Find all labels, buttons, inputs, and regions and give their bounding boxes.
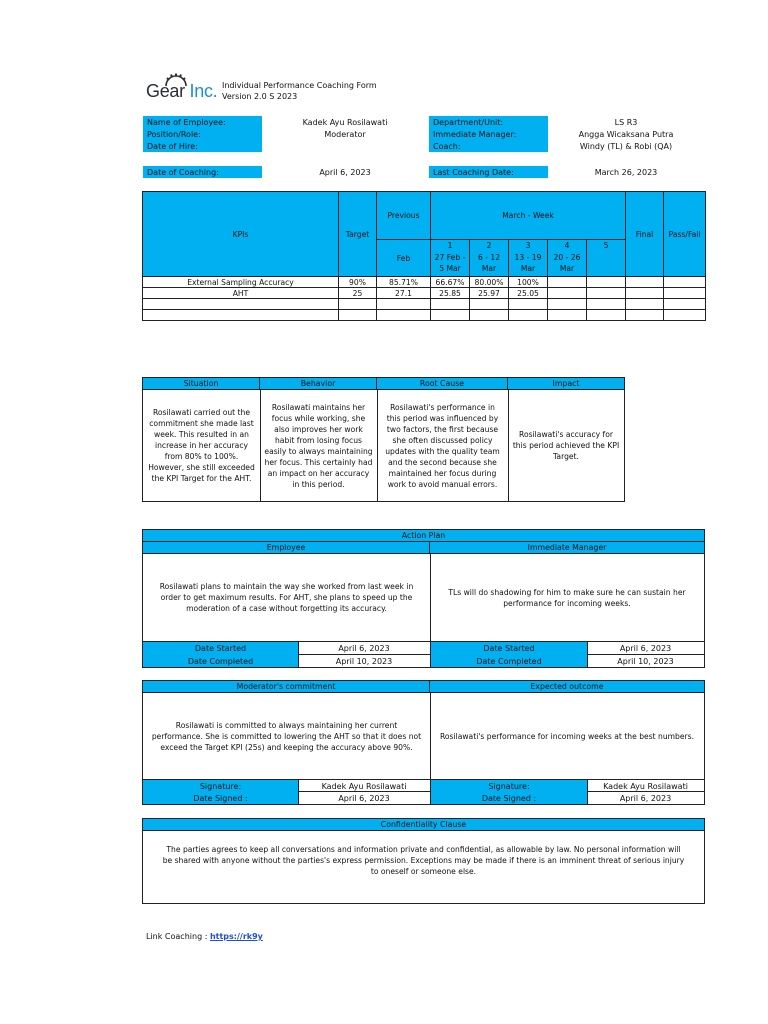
kpi-final (626, 288, 664, 299)
outcome-text: Rosilawati's performance for incoming weeks at the best numbers. (439, 731, 695, 741)
coaching-link[interactable]: https://rk9y (209, 932, 263, 941)
form-title: Individual Performance Coaching Form (222, 81, 377, 90)
name-value: Kadek Ayu Rosilawati (302, 117, 388, 127)
root-cause-text: Rosilawati's performance in this period was influenced by two factors, the first because she often discussed policy updates with the quality team and the second because she maintained her focus during work to avoid manual errors. (385, 402, 500, 489)
situation-header: Situation (143, 378, 260, 390)
kpi-week-2: 25.97 (470, 288, 509, 299)
kpi-target: 90% (339, 277, 377, 288)
outcome-header: Expected outcome (430, 681, 704, 693)
week-3-number: 3 (509, 240, 548, 251)
coaching-date-label: Date of Coaching: (143, 166, 262, 178)
kpi-week-5 (587, 277, 626, 288)
form-header (222, 80, 377, 102)
final-header: Final (626, 192, 664, 277)
march-week-header: March - Week (431, 192, 626, 240)
pass-fail-header: Pass/Fail (664, 192, 706, 277)
employee-header: Employee (143, 542, 430, 554)
manager-date-completed-label: Date Completed (431, 655, 587, 667)
right-signature-label: Signature: (431, 780, 587, 792)
target-header: Target (339, 192, 377, 277)
employee-plan-text: Rosilawati plans to maintain the way she worked from last week in order to get maximum results. For AHT, she plans to speed up the moderation of a case without forgetting its accuracy. (159, 582, 414, 613)
week-1-range: 27 Feb - 5 Mar (431, 250, 470, 277)
confidentiality-header: Confidentiality Clause (143, 819, 704, 831)
previous-sub-header: Feb (377, 240, 431, 277)
impact-header: Impact (508, 378, 624, 390)
week-4-number: 4 (548, 240, 587, 251)
right-date-signed-value: April 6, 2023 (619, 793, 672, 803)
behavior-text: Rosilawati maintains her focus while working, she also improves her work habit from losing focus easily to always maintaining her focus. This certainly had an impact on her accuracy in this period. (264, 402, 373, 489)
logo-wordmark: Gear Inc. (146, 81, 218, 101)
manager-value: Angga Wicaksana Putra (578, 129, 674, 139)
table-row (143, 288, 706, 299)
action-plan-title: Action Plan (143, 530, 704, 542)
manager-header: Immediate Manager (430, 542, 704, 554)
coaching-date-value: April 6, 2023 (319, 167, 371, 177)
left-signature-label: Signature: (143, 780, 298, 792)
kpi-week-3: 25.05 (509, 288, 548, 299)
kpi-week-2: 80.00% (470, 277, 509, 288)
manager-date-started-label: Date Started (431, 642, 587, 655)
kpi-table (142, 191, 706, 321)
kpi-week-3: 100% (509, 277, 548, 288)
employee-date-completed-value: April 10, 2023 (335, 656, 393, 666)
table-row (143, 310, 706, 321)
table-row (143, 277, 706, 288)
week-5-number: 5 (587, 240, 626, 251)
manager-date-started-value: April 6, 2023 (619, 644, 672, 653)
kpi-previous: 85.71% (377, 277, 431, 288)
left-signature-value: Kadek Ayu Rosilawati (321, 781, 407, 791)
kpi-week-4 (548, 277, 587, 288)
link-coaching (146, 932, 263, 941)
manager-plan-text: TLs will do shadowing for him to make sure he can sustain her performance for incoming weeks. (448, 587, 686, 608)
kpi-week-1: 25.85 (431, 288, 470, 299)
left-date-signed-label: Date Signed : (143, 792, 298, 804)
kpi-week-5 (587, 288, 626, 299)
coach-value: Windy (TL) & Robi (QA) (579, 141, 673, 151)
week-4-range: 20 - 26 Mar (548, 250, 587, 277)
commitment-text: Rosilawati is committed to always maintaining her current performance. She is committed to lowering the AHT so that it does not exceed the Target KPI (25s) and keeping the accuracy above 90%. (151, 720, 422, 752)
right-date-signed-label: Date Signed : (431, 792, 587, 804)
hire-value (262, 140, 428, 152)
department-label: Department/Unit: (429, 116, 548, 128)
coach-label: Coach: (429, 140, 548, 152)
week-3-range: 13 - 19 Mar (509, 250, 548, 277)
link-coaching-label: Link Coaching : (146, 932, 208, 941)
last-coaching-value: March 26, 2023 (594, 167, 658, 177)
kpis-header: KPIs (143, 192, 339, 277)
role-label: Position/Role: (143, 128, 262, 140)
kpi-pass-fail (664, 277, 706, 288)
department-value: LS R3 (614, 117, 638, 127)
role-value: Moderator (324, 129, 366, 139)
impact-text: Rosilawati's accuracy for this period achieved the KPI Target. (512, 430, 620, 461)
behavior-header: Behavior (260, 378, 377, 390)
situation-text: Rosilawati carried out the commitment she made last week. This resulted in an increase in her accuracy from 80% to 100%. However, she still exceeded the KPI Target for the AHT. (148, 408, 255, 483)
kpi-week-1: 66.67% (431, 277, 470, 288)
week-1-number: 1 (431, 240, 470, 251)
employee-date-started-label: Date Started (143, 642, 298, 655)
employee-date-started-value: April 6, 2023 (338, 644, 390, 653)
kpi-pass-fail (664, 288, 706, 299)
last-coaching-label: Last Coaching Date: (429, 166, 548, 178)
kpi-name: AHT (143, 288, 339, 299)
kpi-week-4 (548, 288, 587, 299)
right-signature-value: Kadek Ayu Rosilawati (603, 781, 688, 791)
week-5-range (587, 250, 626, 277)
commitment-header: Moderator's commitment (143, 681, 430, 693)
kpi-final (626, 277, 664, 288)
previous-header: Previous (377, 192, 431, 240)
kpi-previous: 27.1 (377, 288, 431, 299)
hire-label: Date of Hire: (143, 140, 262, 152)
week-2-range: 6 - 12 Mar (470, 250, 509, 277)
root-cause-header: Root Cause (377, 378, 508, 390)
form-version: Version 2.0 S 2023 (222, 92, 298, 101)
confidentiality-text: The parties agrees to keep all conversations and information private and confidential, as allowable by law. No personal information will be shared with anyone without the parties's express permission. Exceptions may be made if there is an imminent threat of serious injury to oneself or someone else. (162, 844, 685, 876)
manager-label: Immediate Manager: (429, 128, 548, 140)
kpi-name: External Sampling Accuracy (143, 277, 339, 288)
company-logo (146, 73, 221, 105)
employee-date-completed-label: Date Completed (143, 655, 298, 667)
left-date-signed-value: April 6, 2023 (338, 793, 390, 803)
name-label: Name of Employee: (143, 116, 262, 128)
table-row (143, 299, 706, 310)
kpi-target: 25 (339, 288, 377, 299)
manager-date-completed-value: April 10, 2023 (617, 656, 674, 666)
week-2-number: 2 (470, 240, 509, 251)
